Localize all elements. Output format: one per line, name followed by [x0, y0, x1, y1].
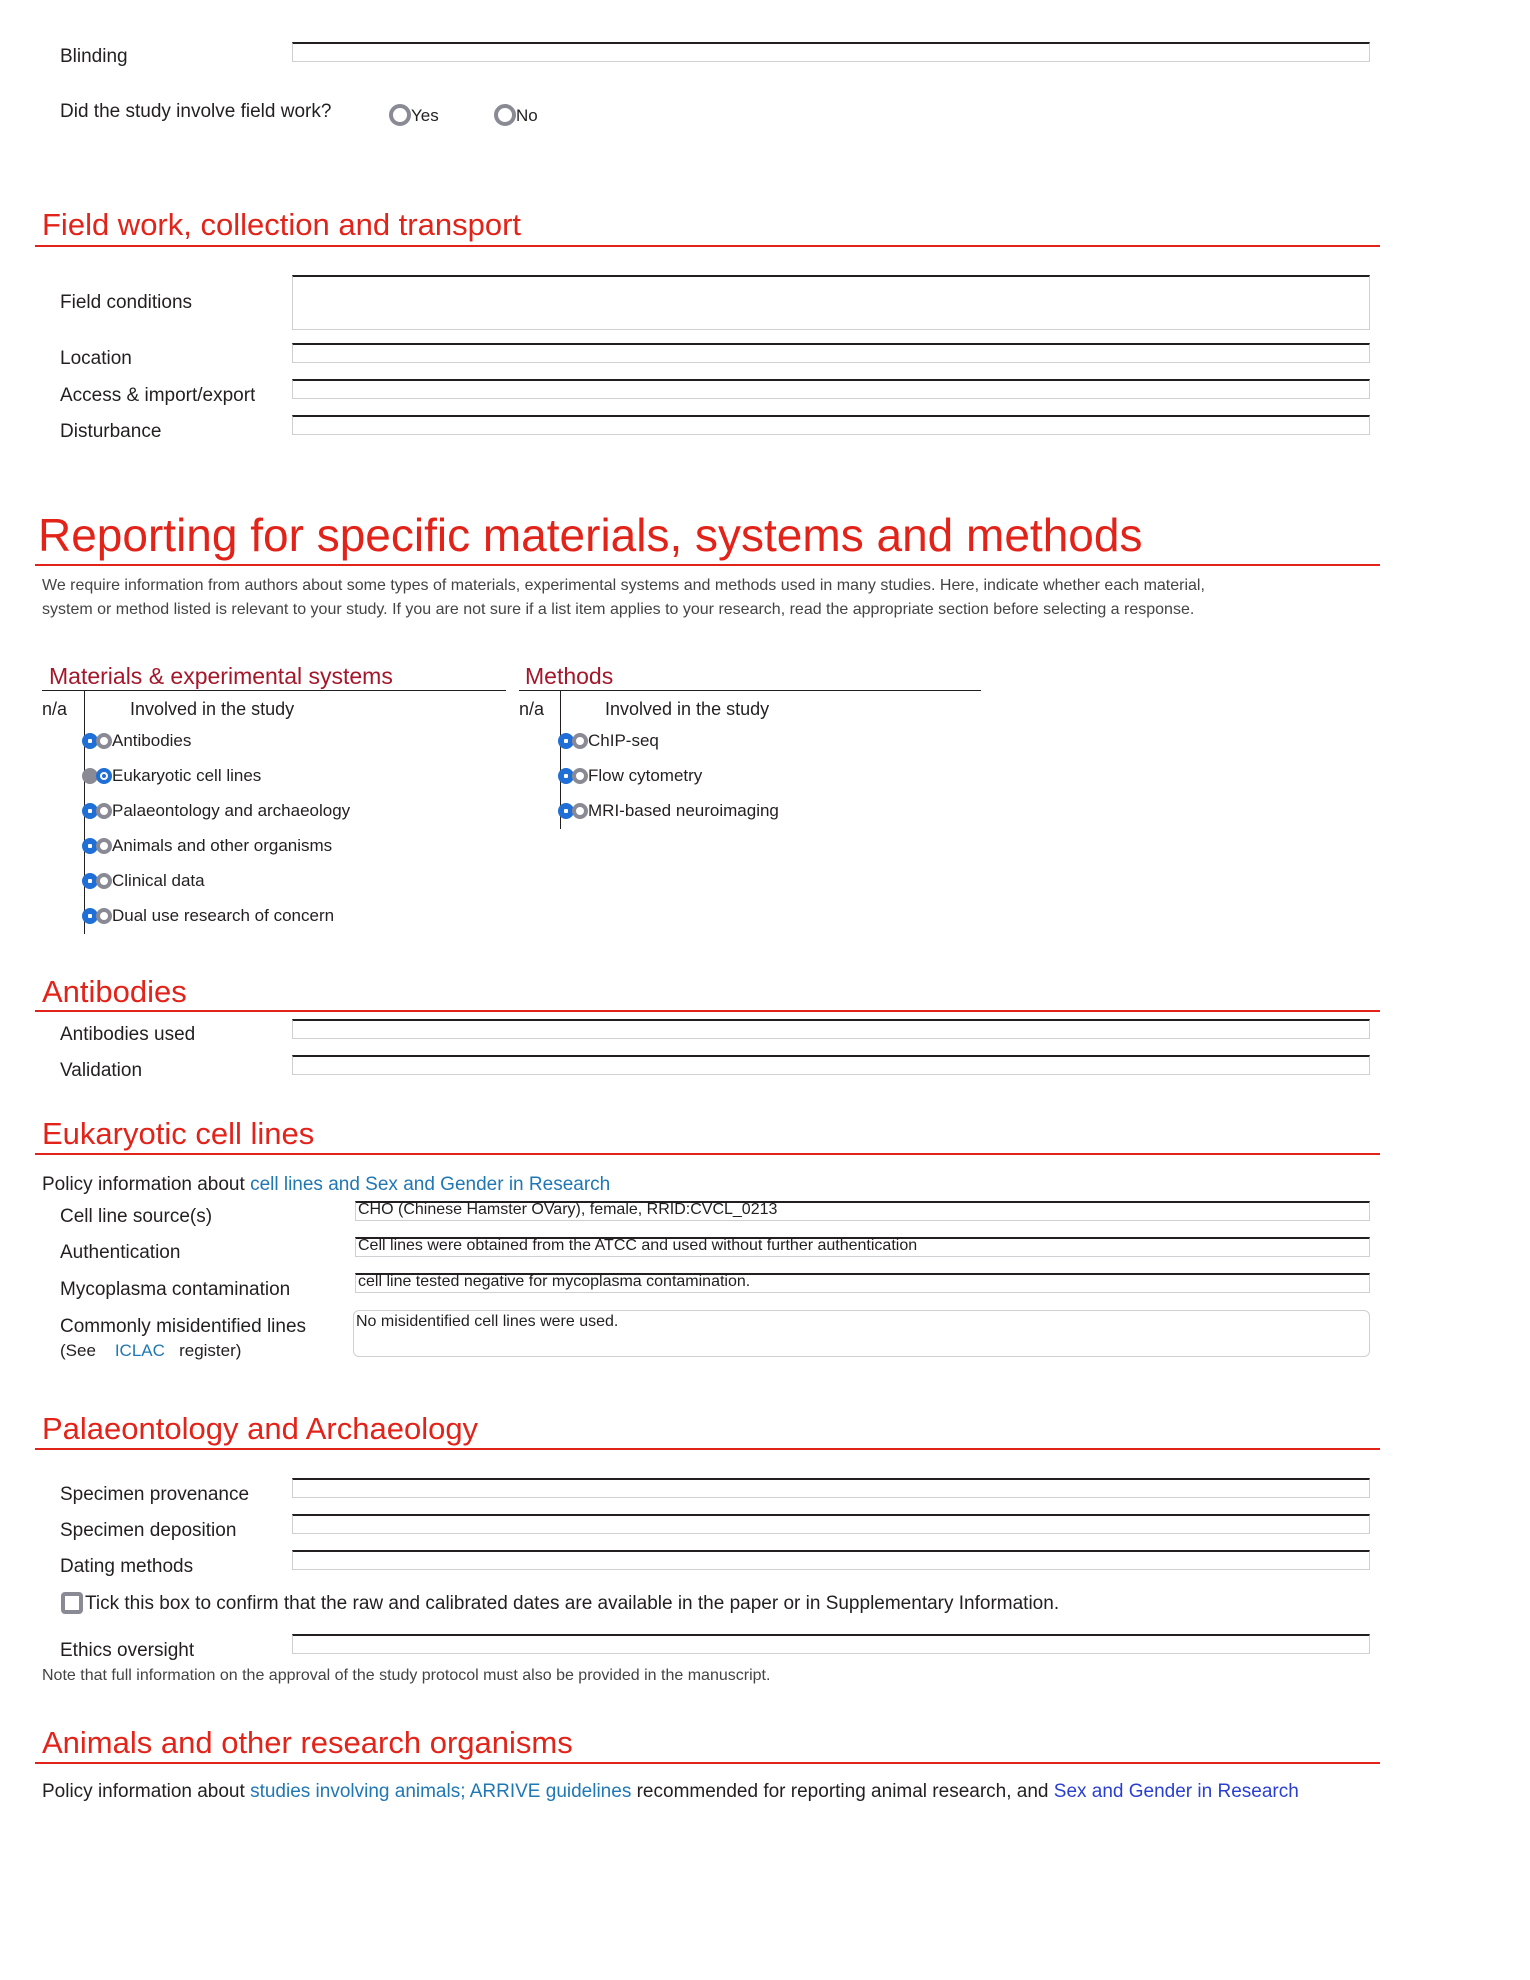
field-work-no-label: No — [516, 106, 538, 125]
involved-radio[interactable] — [96, 803, 112, 819]
section-divider — [35, 245, 1380, 247]
involved-radio[interactable] — [96, 838, 112, 854]
cell-line-source-input[interactable] — [355, 1201, 1370, 1221]
methods-heading: Methods — [525, 663, 614, 689]
cell-line-source-label: Cell line source(s) — [60, 1206, 213, 1226]
mycoplasma-label: Mycoplasma contamination — [60, 1279, 291, 1299]
specimen-provenance-label: Specimen provenance — [60, 1484, 250, 1504]
misid-see: (See — [60, 1341, 96, 1360]
animals-policy-mid: recommended for reporting animal research, and — [631, 1781, 1054, 1802]
materials-item-label: Dual use research of concern — [112, 906, 335, 925]
iclac-link[interactable]: ICLAC — [114, 1341, 165, 1360]
materials-na-header: n/a — [42, 699, 68, 719]
methods-underline — [519, 690, 981, 691]
reporting-intro-line1: We require information from authors about some types of materials, experimental systems and methods used in many studies. Here, indicate whether each material, — [42, 577, 1205, 594]
specimen-deposition-label: Specimen deposition — [60, 1520, 237, 1541]
disturbance-input[interactable] — [292, 415, 1370, 435]
reporting-heading: Reporting for specific materials, systems and methods — [38, 509, 1143, 561]
authentication-input[interactable] — [355, 1237, 1370, 1257]
location-input[interactable] — [292, 343, 1370, 363]
disturbance-label: Disturbance — [60, 421, 162, 442]
involved-radio[interactable] — [96, 908, 112, 924]
misidentified-label: Commonly misidentified lines — [60, 1316, 307, 1337]
dating-methods-label: Dating methods — [60, 1556, 194, 1576]
involved-radio[interactable] — [96, 873, 112, 889]
misid-register: register) — [179, 1341, 242, 1360]
section-divider — [35, 564, 1380, 566]
palaeo-heading: Palaeontology and Archaeology — [42, 1411, 479, 1446]
dates-confirm-text: Tick this box to confirm that the raw and calibrated dates are available in the paper or in Supplementary Information. — [85, 1593, 1060, 1614]
dates-confirm-checkbox[interactable] — [61, 1592, 83, 1614]
field-conditions-label: Field conditions — [60, 292, 193, 313]
materials-item-label: Antibodies — [112, 731, 192, 750]
misidentified-value: No misidentified cell lines were used. — [356, 1313, 619, 1330]
field-work-heading: Field work, collection and transport — [42, 207, 522, 242]
misidentified-note — [60, 1341, 241, 1361]
animals-policy-prefix: Policy information about — [42, 1781, 251, 1802]
animals-policy — [42, 1781, 1299, 1803]
antibodies-used-label: Antibodies used — [60, 1024, 196, 1044]
involved-radio[interactable] — [96, 768, 112, 784]
section-divider — [35, 1762, 1380, 1764]
involved-radio[interactable] — [572, 803, 588, 819]
arrive-link[interactable]: studies involving animals; ARRIVE guidelines — [250, 1781, 632, 1802]
cell-lines-policy — [42, 1174, 610, 1196]
materials-item-label: Animals and other organisms — [112, 836, 333, 855]
involved-radio[interactable] — [572, 733, 588, 749]
methods-item-label: Flow cytometry — [588, 766, 703, 785]
materials-underline — [42, 690, 506, 691]
section-divider — [35, 1448, 1380, 1450]
involved-radio[interactable] — [572, 768, 588, 784]
antibodies-used-input[interactable] — [292, 1019, 1370, 1039]
cell-line-source-value: CHO (Chinese Hamster OVary), female, RRID:CVCL_0213 — [358, 1201, 778, 1218]
materials-item-label: Eukaryotic cell lines — [112, 766, 262, 785]
involved-radio[interactable] — [96, 733, 112, 749]
field-work-no-radio[interactable] — [494, 104, 516, 126]
section-divider — [35, 1010, 1380, 1012]
materials-item-label: Clinical data — [112, 871, 205, 890]
sex-gender-link[interactable]: Sex and Gender in Research — [1053, 1781, 1299, 1802]
mycoplasma-input[interactable] — [355, 1273, 1370, 1293]
access-label: Access & import/export — [60, 385, 256, 405]
blinding-input[interactable] — [292, 42, 1370, 62]
materials-involved-header: Involved in the study — [130, 699, 295, 719]
methods-item-label: ChIP-seq — [588, 731, 659, 750]
access-input[interactable] — [292, 379, 1370, 399]
reporting-intro-line2: system or method listed is relevant to your study. If you are not sure if a list item applies to your research, read the appropriate section before selecting a response. — [42, 601, 1195, 618]
ethics-oversight-input[interactable] — [292, 1634, 1370, 1654]
field-work-yes-radio[interactable] — [389, 104, 411, 126]
authentication-value: Cell lines were obtained from the ATCC and used without further authentication — [358, 1237, 918, 1254]
cell-lines-heading: Eukaryotic cell lines — [42, 1116, 315, 1151]
validation-label: Validation — [60, 1060, 143, 1081]
field-work-yes-label: Yes — [411, 106, 439, 125]
location-label: Location — [60, 348, 132, 369]
methods-na-header: n/a — [519, 699, 545, 719]
specimen-deposition-input[interactable] — [292, 1514, 1370, 1534]
validation-input[interactable] — [292, 1055, 1370, 1075]
methods-item-label: MRI-based neuroimaging — [588, 801, 779, 820]
animals-heading: Animals and other research organisms — [42, 1725, 573, 1760]
ethics-note: Note that full information on the approval of the study protocol must also be provided in the manuscript. — [42, 1667, 771, 1684]
ethics-oversight-label: Ethics oversight — [60, 1640, 195, 1660]
cell-lines-policy-link[interactable]: cell lines and Sex and Gender in Research — [250, 1174, 611, 1195]
specimen-provenance-input[interactable] — [292, 1478, 1370, 1498]
methods-involved-header: Involved in the study — [605, 699, 770, 719]
materials-item-label: Palaeontology and archaeology — [112, 801, 351, 820]
field-conditions-input[interactable] — [292, 275, 1370, 330]
section-divider — [35, 1153, 1380, 1155]
dating-methods-input[interactable] — [292, 1550, 1370, 1570]
blinding-label: Blinding — [60, 46, 128, 66]
mycoplasma-value: cell line tested negative for mycoplasma contamination. — [358, 1273, 751, 1290]
materials-heading: Materials & experimental systems — [49, 663, 393, 689]
antibodies-heading: Antibodies — [42, 974, 187, 1009]
policy-prefix: Policy information about — [42, 1174, 251, 1195]
field-work-question: Did the study involve field work? — [60, 101, 332, 122]
misidentified-input[interactable] — [353, 1310, 1370, 1357]
authentication-label: Authentication — [60, 1242, 181, 1263]
